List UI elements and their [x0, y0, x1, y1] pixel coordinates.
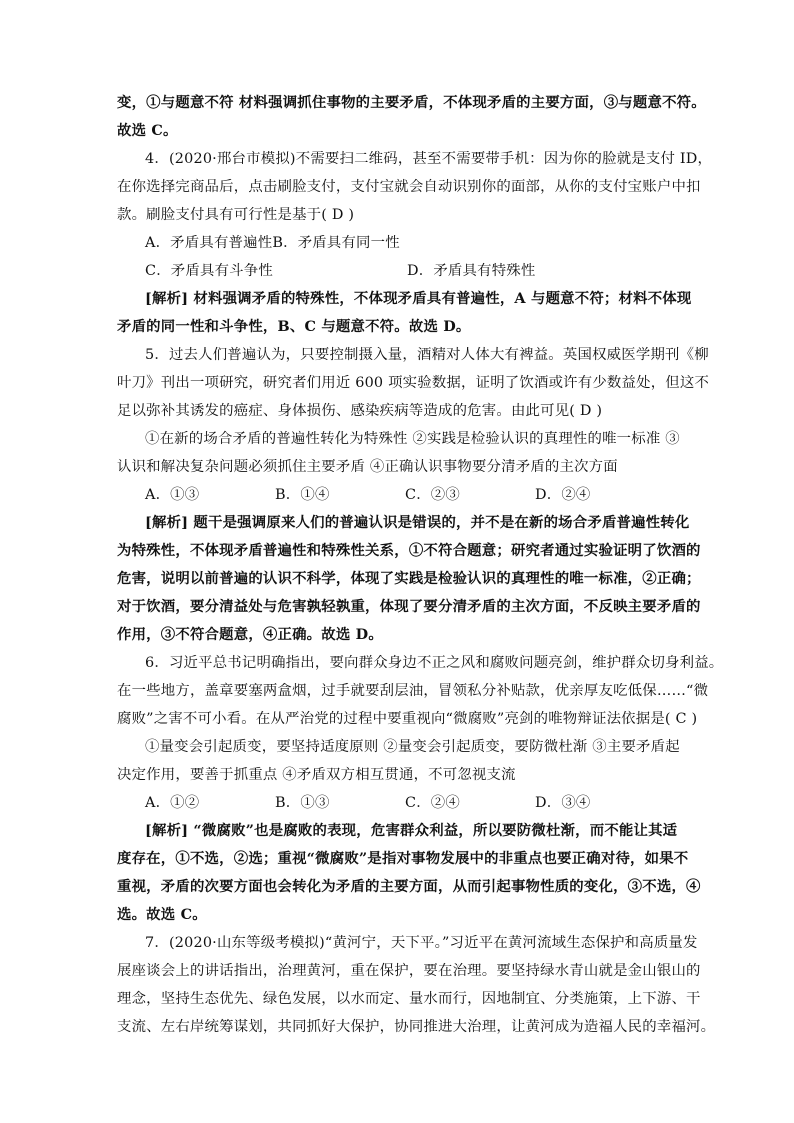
options-row [117, 229, 679, 257]
question-stem: 5．过去人们普遍认为，只要控制摄入量，酒精对人体大有裨益。英国权威医学期刊《柳 [145, 347, 709, 363]
option-c: C．②④ [405, 795, 460, 811]
option-d: D．②④ [535, 487, 591, 503]
question-stem: 在一些地方，盖章要塞两盒烟，过手就要刮层油，冒领私分补贴款，优亲厚友吃低保……“微 [117, 683, 709, 699]
options-row [117, 789, 679, 817]
option-a: A．①② [145, 795, 200, 811]
question-stem: 展座谈会上的讲话指出，治理黄河，重在保护，要在治理。要坚持绿水青山就是金山银山的 [117, 963, 701, 979]
options-row [117, 257, 679, 285]
explanation: 矛盾的同一性和斗争性，B、C 与题意不符。故选 D。 [117, 318, 471, 335]
explanation: 对于饮酒，要分清益处与危害孰轻孰重，体现了要分清矛盾的主次方面，不反映主要矛盾的 [117, 598, 701, 615]
options-row [117, 481, 679, 509]
option-a: A．①③ [145, 487, 200, 503]
question-stem: 在你选择完商品后，点击刷脸支付，支付宝就会自动识别你的面部，从你的支付宝账户中扣 [117, 179, 701, 195]
question-stem: 款。刷脸支付具有可行性是基于( D ) [117, 207, 355, 223]
explanation: [解析] 材料强调矛盾的特殊性，不体现矛盾具有普遍性，A 与题意不符；材料不体现 [145, 290, 692, 307]
question-stem: 理念，坚持生态优先、绿色发展，以水而定、量水而行，因地制宜、分类施策，上下游、干 [117, 991, 701, 1007]
answer-fragment [117, 89, 706, 145]
question-stem: 4．(2020·邢台市模拟)不需要扫二维码，甚至不需要带手机：因为你的脸就是支付 ID， [145, 151, 713, 167]
option-c: C．矛盾具有斗争性 [145, 263, 273, 279]
option-d: D．矛盾具有特殊性 [407, 263, 536, 279]
option-b: B．矛盾具有同一性 [272, 235, 400, 251]
explanation: 选。故选 C。 [117, 906, 207, 923]
explanation: 度存在，①不选，②选；重视“微腐败”是指对事物发展中的非重点也要正确对待，如果不 [117, 850, 689, 867]
explanation: [解析] 题干是强调原来人们的普遍认识是错误的，并不是在新的场合矛盾普遍性转化 [145, 514, 690, 531]
explanation: [解析] “微腐败”也是腐败的表现，危害群众利益，所以要防微杜渐，而不能让其适 [145, 822, 678, 839]
question-stem: 腐败”之害不可小看。在从严治党的过程中要重视向“微腐败”亮剑的唯物辩证法依据是( C ) [117, 711, 698, 727]
question-stem: 7．(2020·山东等级考模拟)“黄河宁，天下平。”习近平在黄河流域生态保护和高质量发 [145, 935, 698, 951]
statements: ①在新的场合矛盾的普遍性转化为特殊性 ②实践是检验认识的真理性的唯一标准 ③ [145, 431, 680, 447]
text-line: 故选 C。 [117, 122, 178, 139]
statements: ①量变会引起质变，要坚持适度原则 ②量变会引起质变，要防微杜渐 ③主要矛盾起 [145, 739, 680, 755]
question-stem: 6．习近平总书记明确指出，要向群众身边不正之风和腐败问题亮剑，维护群众切身利益。 [145, 655, 724, 671]
question-stem: 足以弥补其诱发的癌症、身体损伤、感染疾病等造成的危害。由此可见( D ) [117, 403, 603, 419]
question-stem: 支流、左右岸统筹谋划，共同抓好大保护，协同推进大治理，让黄河成为造福人民的幸福河。 [117, 1019, 716, 1035]
option-a: A．矛盾具有普遍性 [145, 235, 273, 251]
explanation: 为特殊性，不体现矛盾普遍性和特殊性关系，①不符合题意；研究者通过实验证明了饮酒的 [117, 542, 701, 559]
question-7 [117, 929, 716, 1041]
question-6 [117, 649, 724, 929]
option-b: B．①③ [275, 795, 330, 811]
explanation: 危害，说明以前普遍的认识不科学，体现了实践是检验认识的真理性的唯一标准，②正确； [117, 570, 701, 587]
explanation: 重视，矛盾的次要方面也会转化为矛盾的主要方面，从而引起事物性质的变化，③不选，④ [117, 878, 701, 895]
text-line: 变，①与题意不符 材料强调抓住事物的主要矛盾，不体现矛盾的主要方面，③与题意不符。 [117, 94, 706, 111]
option-d: D．③④ [535, 795, 591, 811]
option-b: B．①④ [275, 487, 330, 503]
explanation: 作用，③不符合题意，④正确。故选 D。 [117, 626, 383, 643]
question-stem: 叶刀》刊出一项研究，研究者们用近 600 项实验数据，证明了饮酒或许有少数益处，但这不 [117, 375, 710, 391]
statements: 认识和解决复杂问题必须抓住主要矛盾 ④正确认识事物要分清矛盾的主次方面 [117, 459, 618, 475]
option-c: C．②③ [405, 487, 460, 503]
question-5 [117, 341, 710, 649]
question-4 [117, 145, 713, 341]
statements: 决定作用，要善于抓重点 ④矛盾双方相互贯通，不可忽视支流 [117, 767, 516, 783]
